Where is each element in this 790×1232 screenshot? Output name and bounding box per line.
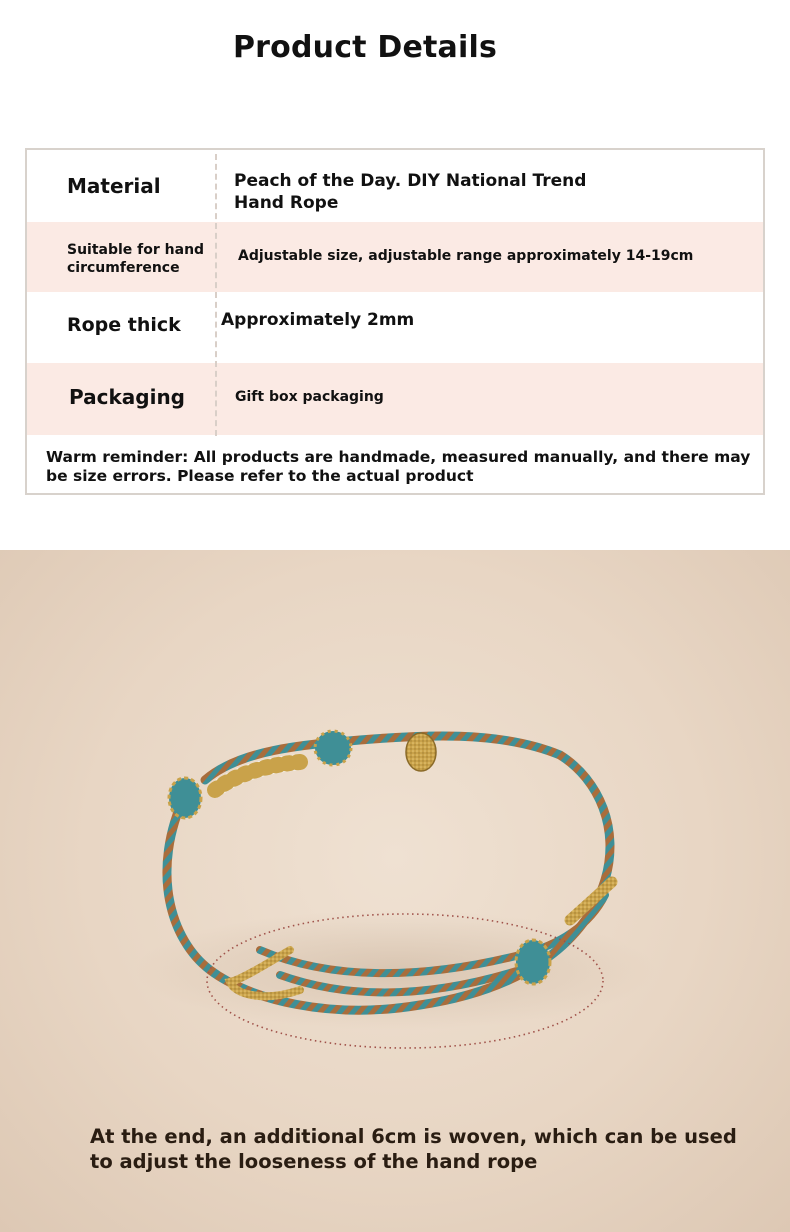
spec-value: Adjustable size, adjustable range approximately 14-19cm (238, 248, 694, 264)
warm-reminder: Warm reminder: All products are handmade, measured manually, and there may be size errors. Please refer to the actual product (46, 448, 751, 485)
spec-label: Packaging (69, 385, 185, 409)
spec-row-rope-thick (27, 292, 763, 363)
spec-label: Suitable for hand circumference (67, 242, 205, 276)
spec-label: Rope thick (67, 314, 181, 336)
bead-gold-top (406, 733, 436, 771)
page-title: Product Details (232, 30, 498, 65)
product-photo (0, 550, 790, 1232)
spec-value: Peach of the Day. DIY National Trend Hand Rope (234, 171, 587, 213)
bead-slider (516, 940, 550, 984)
photo-caption: At the end, an additional 6cm is woven, which can be used to adjust the looseness of the hand rope (90, 1125, 737, 1173)
spec-row-material (27, 150, 763, 222)
spec-label: Material (67, 174, 161, 198)
spec-table (25, 148, 765, 495)
spec-row-hand-circumference (27, 222, 763, 292)
bead-left (169, 778, 201, 818)
spec-value: Gift box packaging (235, 389, 384, 405)
spec-value: Approximately 2mm (221, 310, 415, 330)
column-divider (215, 154, 217, 436)
spec-row-packaging (27, 363, 763, 435)
bead-teal-top (315, 731, 351, 765)
